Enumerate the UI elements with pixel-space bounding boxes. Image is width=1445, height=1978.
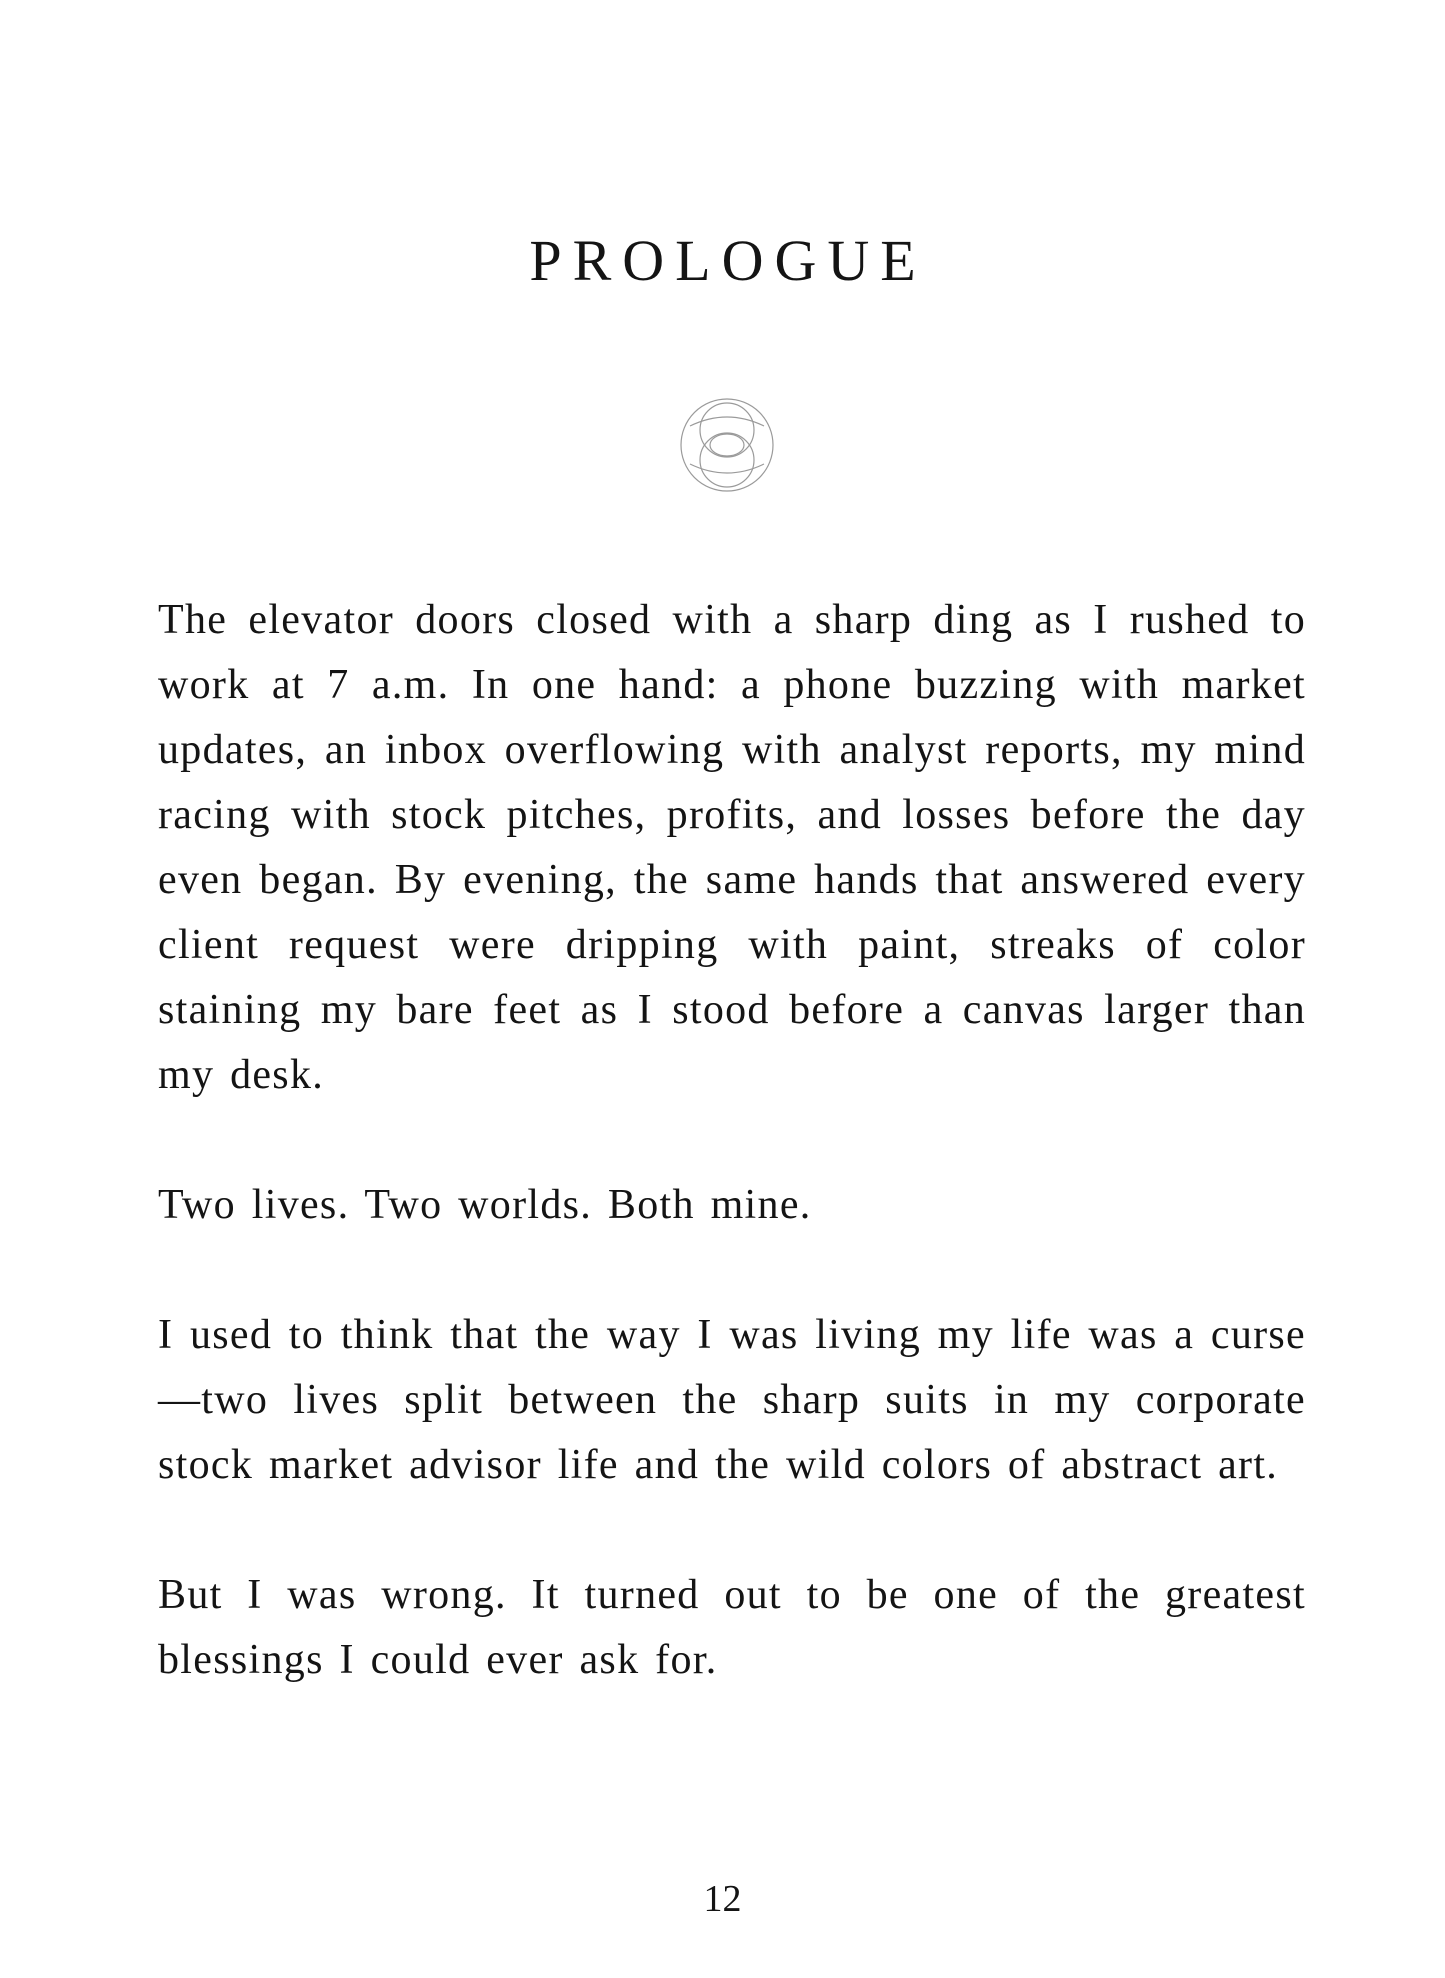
paragraph-3: I used to think that the way I was living my life was a curse—two lives split between the sharp suits in my corporate stock market advisor life and the wild colors of abstract art. xyxy=(158,1312,1306,1488)
page-number: 12 xyxy=(703,1878,742,1920)
paragraph-1: The elevator doors closed with a sharp ding as I rushed to work at 7 a.m. In one hand: a phone buzzing with market updates, an inbox overflowing with analyst reports, my mind racing with stock pitches, profits, and losses before the day even began. By evening, the same hands that answered every client request were dripping with paint, streaks of color staining my bare feet as I stood before a canvas larger than my desk. xyxy=(158,597,1306,1098)
paragraph-2: Two lives. Two worlds. Both mine. xyxy=(158,1182,812,1228)
prologue-body xyxy=(158,588,1306,1693)
chapter-title: PROLOGUE xyxy=(529,228,927,293)
interlocking-circles-ornament-icon xyxy=(678,396,776,494)
paragraph-4: But I was wrong. It turned out to be one of the greatest blessings I could ever ask for. xyxy=(158,1572,1306,1683)
